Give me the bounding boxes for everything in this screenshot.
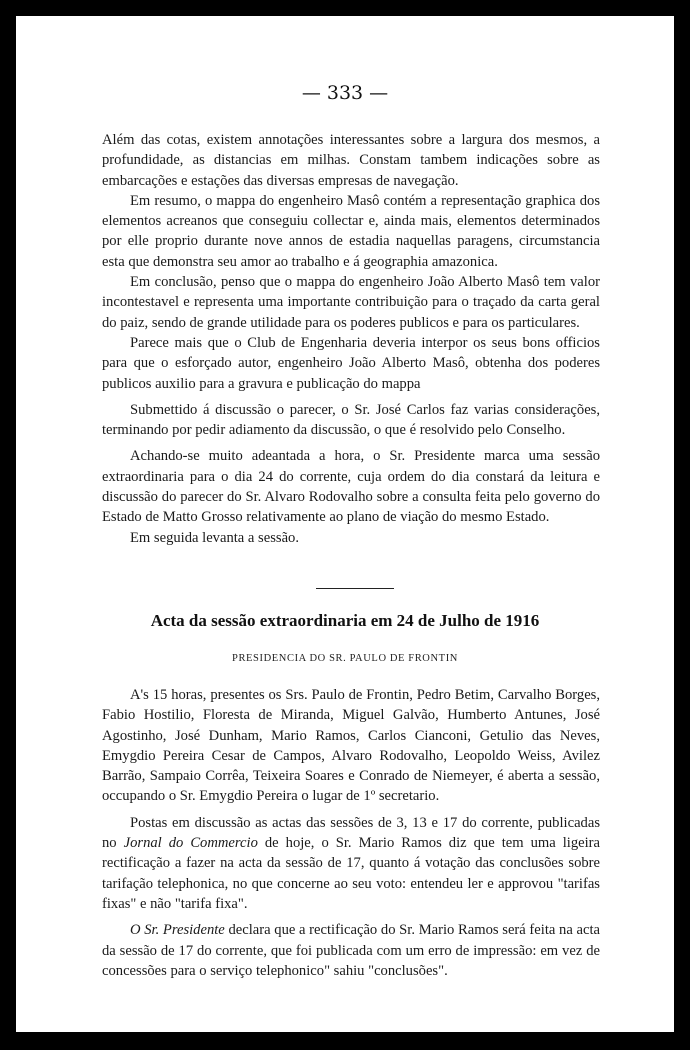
paragraph-presentes: A's 15 horas, presentes os Srs. Paulo de Frontin, Pedro Betim, Carvalho Borges, Fabio Hostilio, Floresta de Miranda, Miguel Galvão, Humberto Antunes, José Agostinho, José Dunham, Mario Ramos, Carlos Cianconi, Getulio das Neves, Emygdio Pereira Cesar de Campos, Alvaro Rodovalho, Leopoldo Weiss, Avilez Barrão, Sampaio Corrêa, Teixeira Soares e Conrado de Niemeyer, é aberta a sessão, occupando o Sr. Emygdio Pereira o lugar de 1º secretario.	[102, 687, 600, 805]
minutes-continuation	[102, 130, 600, 548]
paragraph-sessao-extraordinaria: Achando-se muito adeantada a hora, o Sr. Presidente marca uma sessão extraordinaria para o dia 24 do corrente, cuja ordem do dia constará da leitura e discussão do parecer do Sr. Alvaro Rodovalho sobre a consulta feita pelo governo do Estado de Matto Grosso relativamente ao plano de viação do mesmo Estado.	[102, 448, 600, 526]
paragraph-club: Parece mais que o Club de Engenharia deveria interpor os seus bons officios para que o esforçado autor, engenheiro João Alberto Masô, obtenha dos poderes publicos auxilio para a gravura e publicação do mappa	[102, 334, 600, 392]
page-number: — 333 —	[301, 82, 389, 104]
paragraph-resumo: Em resumo, o mappa do engenheiro Masô contém a representação graphica dos elementos acreanos que conseguiu collectar e, ainda mais, elementos determinados por elle proprio durante nove annos de estadia naquellas paragens, circumstancia esta que demonstra seu amor ao trabalho e á geographia amazonica.	[102, 192, 600, 270]
actas-text-b: de hoje, o Sr. Mario Ramos diz que tem uma ligeira rectificação a fazer na acta da sessão de 17, quanto á votação das conclusões sobre tarifação telephonica, no que concerne ao seu voto: entendeu ler e approvou "tarifas fixas" e não "tarifa fixa".	[102, 835, 601, 912]
presidente-text: declara que a rectificação do Sr. Mario Ramos será feita na acta da sessão de 17 do corrente, que foi publicada com um erro de impressão: em vez de concessões para o serviço telephonico" sahiu "conclusões".	[102, 922, 600, 979]
paragraph-discussao: Submettido á discussão o parecer, o Sr. José Carlos faz varias considerações, terminando por pedir adiamento da discussão, o que é resolvido pelo Conselho.	[102, 401, 600, 439]
speaker-name: O Sr. Presidente	[130, 922, 225, 939]
paragraph-conclusao: Em conclusão, penso que o mappa do engenheiro João Alberto Masô tem valor incontestavel e representa uma importante contribuição para o traçado da carta geral do paiz, sendo de grande utilidade para os poderes publicos e para os particulares.	[102, 274, 600, 331]
paragraph-actas	[102, 813, 600, 914]
presidency-line: PRESIDENCIA DO SR. PAULO DE FRONTIN	[232, 653, 458, 664]
journal-name: Jornal do Commercio	[123, 835, 258, 852]
actas-text-a: Postas em discussão as actas das sessões de 3, 13 e 17 do corrente, publicadas no	[102, 814, 600, 852]
minutes-body	[102, 685, 600, 987]
paragraph-levanta: Em seguida levanta a sessão.	[130, 529, 299, 546]
paragraph-presidente	[102, 920, 600, 981]
minutes-heading: Acta da sessão extraordinaria em 24 de Julho de 1916	[150, 611, 540, 630]
paragraph-cotas: Além das cotas, existem annotações interessantes sobre a largura dos mesmos, a profundidade, as distancias em milhas. Constam tambem indicações sobre as embarcações e estações das diversas empresas de navegação.	[102, 132, 600, 189]
section-divider	[316, 588, 394, 589]
document-page	[16, 16, 674, 1032]
